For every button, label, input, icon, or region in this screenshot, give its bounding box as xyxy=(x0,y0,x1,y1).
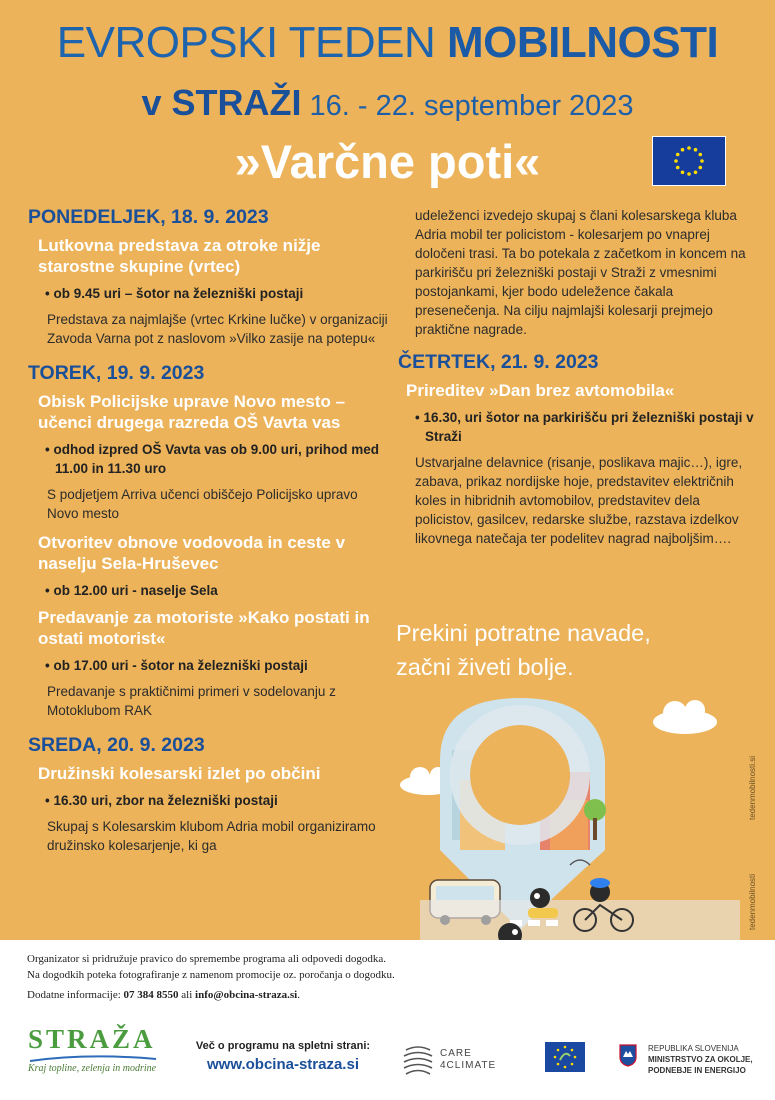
care4climate-line-2: 4CLIMATE xyxy=(440,1060,497,1071)
contact-label: Dodatne informacije: xyxy=(27,989,124,1001)
event-time: • odhod izpred OŠ Vavta vas ob 9.00 uri, prihod med 11.00 in 11.30 uro xyxy=(45,442,380,476)
ministry-line-3: PODNEBJE IN ENERGIJO xyxy=(648,1066,746,1075)
straza-logo xyxy=(28,1024,168,1084)
eu-flag-icon xyxy=(652,136,726,186)
event-title: Lutkovna predstava za otroke nižje starostne skupine (vrtec) xyxy=(38,236,321,276)
cloud-icon xyxy=(653,700,717,734)
logo-swoosh-icon xyxy=(28,1055,158,1063)
event-time: • 16.30 uri, zbor na železniški postaji xyxy=(45,793,278,808)
footnote-2: Na dogodkih poteka fotografiranje z namenom promocije oz. poročanja o dogodku. xyxy=(27,969,395,981)
life-eu-logo-icon xyxy=(545,1042,585,1072)
slogan-line-1: Prekini potratne navade, xyxy=(396,620,651,646)
website-link[interactable]: www.obcina-straza.si xyxy=(207,1056,359,1073)
ministry-logo xyxy=(618,1043,768,1075)
phone-number: 07 384 8550 xyxy=(123,989,179,1001)
program-left-column xyxy=(28,206,388,864)
email-link[interactable]: info@obcina-straza.si xyxy=(195,989,298,1001)
care4climate-icon xyxy=(402,1044,434,1076)
slogan xyxy=(396,616,766,684)
event-title: Prireditev »Dan brez avtomobila« xyxy=(406,381,675,400)
event-title: Predavanje za motoriste »Kako postati in ostati motorist« xyxy=(38,608,370,648)
event-time: • ob 9.45 uri – šotor na železniški postaji xyxy=(45,286,304,301)
logo-wordmark: STRAŽA xyxy=(28,1024,156,1054)
slovenia-coat-of-arms-icon xyxy=(618,1043,638,1067)
day-heading-monday: PONEDELJEK, 18. 9. 2023 xyxy=(28,206,269,228)
event-title: Družinski kolesarski izlet po občini xyxy=(38,764,321,783)
event-title: Otvoritev obnove vodovoda in ceste v naselju Sela-Hruševec xyxy=(38,533,346,573)
event-time: • 16.30, uri šotor na parkirišču pri železniški postaji v Straži xyxy=(415,410,754,444)
event-description: Predstava za najmlajše (vrtec Krkine lučke) v organizaciji Zavoda Varna pot z naslovom »Vilko zasije na potepu« xyxy=(47,312,388,346)
event-description: Skupaj s Kolesarskim klubom Adria mobil organiziramo družinsko kolesarjenje, ki ga xyxy=(47,819,376,853)
event-time: • ob 17.00 uri - šotor na železniški postaji xyxy=(45,658,308,673)
day-heading-thursday: ČETRTEK, 21. 9. 2023 xyxy=(398,351,599,373)
event-time: • ob 12.00 uri - naselje Sela xyxy=(45,583,218,598)
day-heading-wednesday: SREDA, 20. 9. 2023 xyxy=(28,734,205,756)
slogan-line-2: začni živeti bolje. xyxy=(396,654,574,680)
side-url-text: tedenmobilnosti.si xyxy=(748,755,757,820)
date-range: 16. - 22. september 2023 xyxy=(301,90,634,122)
care4climate-logo xyxy=(402,1044,527,1078)
website-block xyxy=(183,1040,383,1073)
event-description-continued: udeleženci izvedejo skupaj s člani kolesarskega kluba Adria mobil ter policistom - kolesarjem po vnaprej določeni trasi. Ta bo potekala z začetkom in koncem na parkirišču pri železniški postaji v Straži z vmesnimi postojankami, kjer bodo udeležence čakala presenečenja. Na cilju najmlajši kolesarji prejmejo praktične nagrade. xyxy=(415,208,746,337)
care4climate-line-1: CARE xyxy=(440,1048,472,1059)
contact-info xyxy=(27,989,300,1001)
ministry-line-1: REPUBLIKA SLOVENIJA xyxy=(648,1044,739,1053)
day-heading-tuesday: TOREK, 19. 9. 2023 xyxy=(28,362,205,384)
event-description: Ustvarjalne delavnice (risanje, poslikava majic…), igre, zabava, prikaz nordijske hoje, predstavitev električnih koles in hibridnih avtomobilov, predstavitev dela policistov, gasilcev, redarske službe, razstava izdelkov likovnega natečaja ter podelitev nagrad najboljšim…. xyxy=(415,455,743,546)
title-line-1 xyxy=(0,18,775,68)
contact-end: . xyxy=(297,989,300,1001)
mobility-illustration xyxy=(400,680,740,940)
motto: »Varčne poti« xyxy=(234,135,541,188)
title-bold: MOBILNOSTI xyxy=(447,18,719,67)
logo-tagline: Kraj topline, zelenja in modrine xyxy=(28,1063,157,1074)
title-light: EVROPSKI TEDEN xyxy=(56,18,448,67)
website-label: Več o programu na spletni strani: xyxy=(195,1040,371,1052)
event-title: Obisk Policijske uprave Novo mesto – učenci drugega razreda OŠ Vavta vas xyxy=(38,392,346,432)
ministry-line-2: MINISTRSTVO ZA OKOLJE, xyxy=(648,1055,753,1064)
title-line-2 xyxy=(0,82,775,124)
footnote-1: Organizator si pridružuje pravico do spremembe programa ali odpovedi dogodka. xyxy=(27,953,387,965)
location-title: v STRAŽI xyxy=(141,82,302,123)
side-brand-text: tedenmobilnosti xyxy=(748,873,757,930)
contact-separator: ali xyxy=(178,989,196,1001)
program-right-column xyxy=(398,206,760,560)
event-description: Predavanje s praktičnimi primeri v sodelovanju z Motoklubom RAK xyxy=(47,684,336,718)
event-description: S podjetjem Arriva učenci obiščejo Policijsko upravo Novo mesto xyxy=(47,487,358,521)
